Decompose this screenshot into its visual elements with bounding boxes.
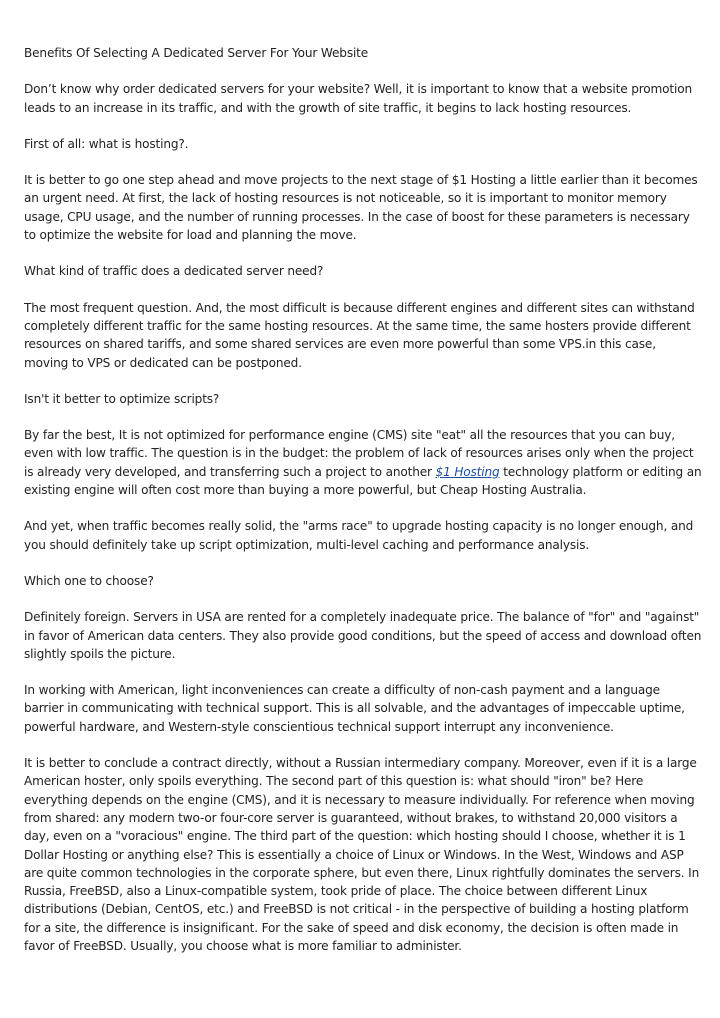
heading-which-to-choose: Which one to choose?: [24, 573, 154, 588]
heading-optimize-scripts: Isn't it better to optimize scripts?: [24, 391, 220, 406]
paragraph-text-before-link: By far the best, It is not optimized for performance engine (CMS) site "eat" all the resources that you can buy, even with low traffic. The question is in the budget: the problem of lack of resources arises only when the project is already very developed, and transferring such a project to another: [24, 428, 694, 479]
paragraph-text-after-link: technology platform or editing an existing engine will often cost more than buying a more powerful, but Cheap Hosting Australia.: [24, 464, 702, 498]
heading-what-is-hosting: First of all: what is hosting?.: [24, 136, 189, 151]
paragraph-working-with-american: In working with American, light inconveniences can create a difficulty of non-cash payment and a language barrier in communicating with technical support. This is all solvable, and the advantages of impeccable uptime, powerful hardware, and Western-style conscientious technical support interrupt any inconvenience.: [24, 683, 685, 734]
paragraph-definitely-foreign: Definitely foreign. Servers in USA are rented for a completely inadequate price. The balance of "for" and "against" in favor of American data centers. They also provide good conditions, but the speed of access and download often slightly spoils the picture.: [24, 610, 702, 661]
article-title: Benefits Of Selecting A Dedicated Server For Your Website: [24, 46, 369, 60]
paragraph-intro: Don’t know why order dedicated servers for your website? Well, it is important to know that a website promotion leads to an increase in its traffic, and with the growth of site traffic, it begins to lack hosting resources.: [24, 82, 692, 115]
paragraph-step-ahead: It is better to go one step ahead and move projects to the next stage of $1 Hosting a little earlier than it becomes an urgent need. At first, the lack of hosting resources is not noticeable, so it is important to monitor memory usage, CPU usage, and the number of running processes. In the case of boost for these parameters is necessary to optimize the website for load and planning the move.: [24, 173, 698, 243]
heading-traffic: What kind of traffic does a dedicated server need?: [24, 264, 324, 279]
paragraph-best-optimized: [24, 426, 702, 499]
paragraph-conclude-contract: It is better to conclude a contract directly, without a Russian intermediary company. Moreover, even if it is a large American hoster, only spoils everything. The second part of this question is: what should "iron" be? Here everything depends on the engine (CMS), and it is necessary to measure individually. For reference when moving from shared: any modern two-or four-core server is guaranteed, without brakes, to withstand 20,000 visitors a day, even on a "voracious" engine. The third part of the question: which hosting should I choose, whether it is 1 Dollar Hosting or anything else? This is essentially a choice of Linux or Windows. In the West, Windows and ASP are quite common technologies in the corporate sphere, but even there, Linux rightfully dominates the servers. In Russia, FreeBSD, also a Linux-compatible system, took pride of place. The choice between different Linux distributions (Debian, CentOS, etc.) and FreeBSD is not critical - in the perspective of building a hosting platform for a site, the difference is insignificant. For the sake of speed and disk economy, the decision is often made in favor of FreeBSD. Usually, you choose what is more familiar to administer.: [24, 756, 700, 953]
paragraph-arms-race: And yet, when traffic becomes really solid, the "arms race" to upgrade hosting capacity is no longer enough, and you should definitely take up script optimization, multi-level caching and performance analysis.: [24, 519, 694, 552]
article: [24, 44, 702, 973]
paragraph-frequent-question: The most frequent question. And, the most difficult is because different engines and different sites can withstand completely different traffic for the same hosting resources. At the same time, the same hosters provide different resources on shared tariffs, and some shared services are even more powerful than some VPS.in this case, moving to VPS or dedicated can be postponed.: [24, 300, 695, 370]
hosting-link[interactable]: $1 Hosting: [435, 464, 500, 479]
